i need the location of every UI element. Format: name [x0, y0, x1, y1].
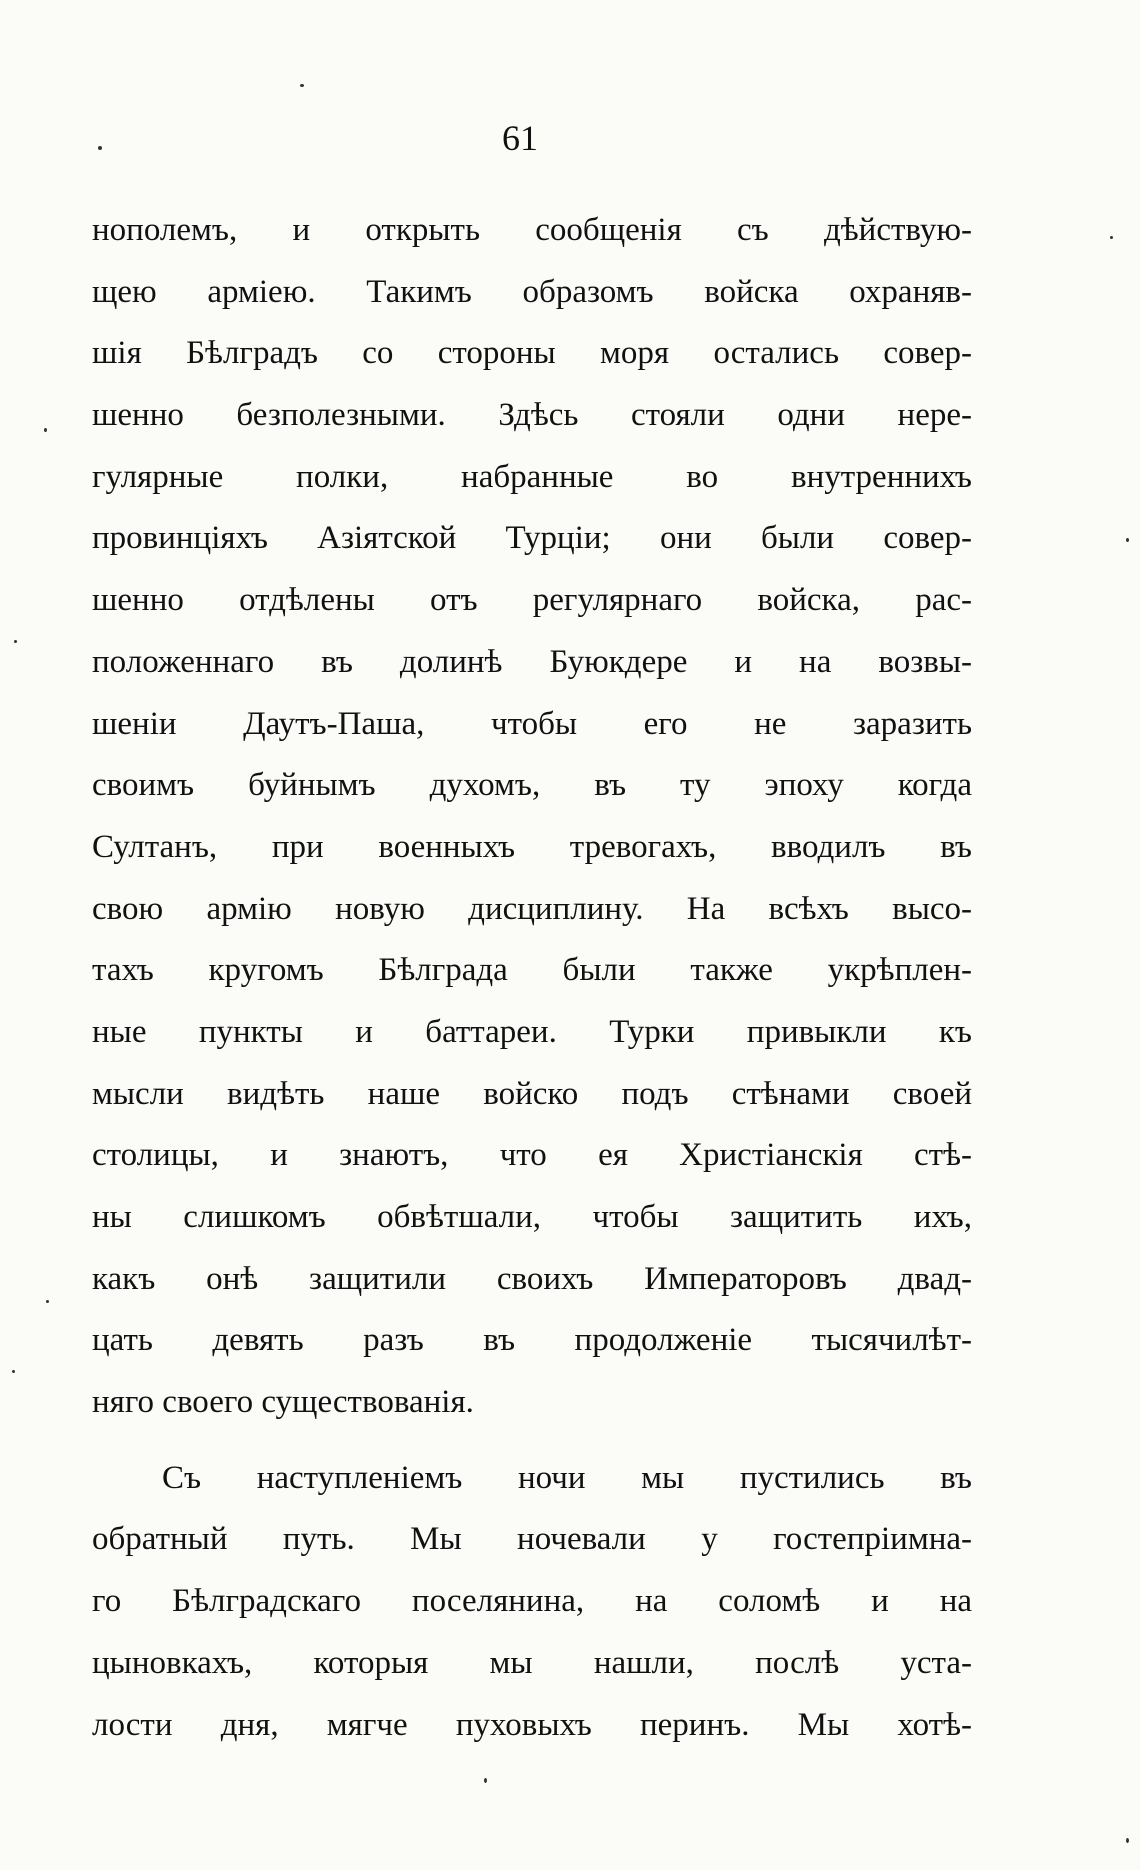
text-line: провинціяхъ Азіятской Турціи; они были совер- [92, 520, 972, 557]
text-line: го Бѣлградскаго поселянина, на соломѣ и на [92, 1583, 972, 1620]
text-line: свою армію новую дисциплину. На всѣхъ высо- [92, 890, 972, 927]
text-line: шія Бѣлградъ со стороны моря остались совер- [92, 335, 972, 372]
text-line: шенно отдѣлены отъ регулярнаго войска, рас- [92, 582, 972, 619]
scan-speck [98, 146, 102, 150]
page-number: 61 [502, 118, 538, 158]
scan-speck [12, 1370, 15, 1373]
scan-speck [300, 84, 304, 87]
text-line: обратный путь. Мы ночевали у гостепріимна- [92, 1521, 972, 1558]
text-line: гулярные полки, набранные во внутреннихъ [92, 458, 972, 495]
text-line: нополемъ, и открыть сообщенія съ дѣйствую- [92, 212, 972, 248]
paragraph-gap [92, 1434, 972, 1448]
text-line: ны слишкомъ обвѣтшали, чтобы защитить ихъ, [92, 1199, 972, 1235]
text-line: цать девять разъ въ продолженіе тысячилѣт- [92, 1322, 972, 1359]
text-line: столицы, и знаютъ, что ея Христіанскія стѣ- [92, 1137, 972, 1174]
scan-speck [14, 640, 17, 643]
text-line: мысли видѣть наше войско подъ стѣнами своей [92, 1075, 972, 1112]
scan-speck [484, 1778, 487, 1783]
text-line: Съ наступленіемъ ночи мы пустились въ [162, 1459, 972, 1496]
text-line: тахъ кругомъ Бѣлграда были также укрѣплен- [92, 952, 972, 989]
text-line: няго своего существованія. [92, 1384, 474, 1421]
scan-speck [1126, 1838, 1129, 1843]
scan-speck [1110, 236, 1113, 239]
paragraph-2 [92, 1448, 972, 1756]
scan-speck [1126, 538, 1129, 542]
scan-speck [44, 428, 47, 432]
text-line: лости дня, мягче пуховыхъ перинъ. Мы хотѣ- [92, 1706, 972, 1743]
body-text [92, 200, 972, 1756]
text-line: Султанъ, при военныхъ тревогахъ, вводилъ въ [92, 828, 972, 865]
text-line: цыновкахъ, которыя мы нашли, послѣ уста- [92, 1644, 972, 1681]
text-line: своимъ буйнымъ духомъ, въ ту эпоху когда [92, 767, 972, 804]
text-line: щею арміею. Такимъ образомъ войска охраняв- [92, 273, 972, 310]
paragraph-1 [92, 200, 972, 1434]
scan-speck [46, 1300, 49, 1303]
text-line: шеніи Даутъ-Паша, чтобы его не заразить [92, 705, 972, 742]
text-line: положеннаго въ долинѣ Буюкдере и на возвы- [92, 643, 972, 680]
text-line: шенно безполезными. Здѣсь стояли одни нере- [92, 397, 972, 434]
text-line: какъ онѣ защитили своихъ Императоровъ двад- [92, 1260, 972, 1297]
text-line: ные пункты и баттареи. Турки привыкли къ [92, 1013, 972, 1050]
